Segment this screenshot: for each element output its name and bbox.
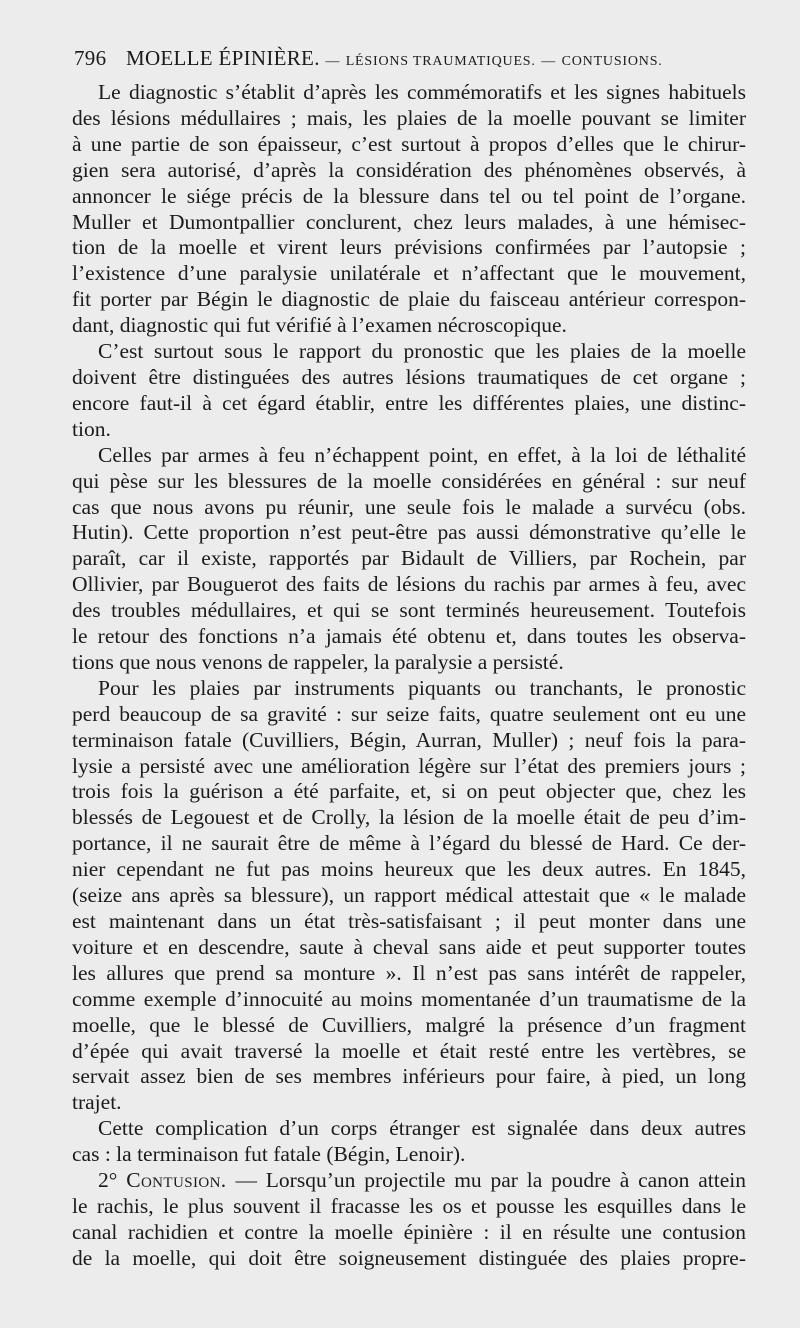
- text-line: doivent être distinguées des autres lésions traumatiques de cet organe ;: [72, 364, 746, 389]
- text-line: paraît, car il existe, rapportés par Bidault de Villiers, par Rochein, par: [72, 546, 746, 571]
- page-number: 796: [74, 46, 107, 70]
- text-line: trois fois la guérison a été parfaite, et, si on peut objecter que, chez les: [72, 779, 746, 804]
- header-section: LÉSIONS TRAUMATIQUES.: [345, 54, 536, 69]
- text-line: qui pèse sur les blessures de la moelle considérées en général : sur neuf: [72, 468, 746, 493]
- contusion-paragraph: [72, 1168, 746, 1272]
- body-text: [72, 80, 746, 1272]
- text-line: fit porter par Bégin le diagnostic de plaie du faisceau antérieur correspon-: [72, 287, 746, 312]
- text-line: lysie a persisté avec une amélioration légère sur l’état des premiers jours ;: [72, 753, 746, 778]
- header-sep-2: —: [541, 54, 557, 69]
- text-line: le retour des fonctions n’a jamais été obtenu et, dans toutes les observa-: [72, 624, 746, 649]
- text-line: est maintenant dans un état très-satisfaisant ; il peut monter dans une: [72, 909, 746, 933]
- text-line: tions que nous venons de rappeler, la paralysie a persisté.: [72, 649, 564, 674]
- text-line: cas que nous avons pu réunir, une seule fois le malade a survécu (obs.: [72, 494, 746, 519]
- text-line: de la moelle, qui doit être soigneusement distinguée des plaies propre-: [72, 1245, 746, 1270]
- section-heading: Contusion.: [126, 1168, 227, 1193]
- text-line: annoncer le siége précis de la blessure dans tel ou tel point de l’organe.: [72, 183, 746, 208]
- text-line: [72, 1168, 746, 1194]
- text-line: tion.: [72, 416, 111, 441]
- heading-line-text: Lorsqu’un projectile mu par la poudre à canon attein: [265, 1168, 747, 1193]
- section-number: 2°: [98, 1168, 118, 1193]
- text-line: Cette complication d’un corps étranger est signalée dans deux autres: [98, 1116, 746, 1141]
- text-line: d’épée qui avait traversé la moelle et était resté entre les vertèbres, se: [72, 1038, 746, 1063]
- text-line: C’est surtout sous le rapport du pronostic que les plaies de la moelle: [98, 339, 746, 364]
- text-line: trajet.: [72, 1090, 122, 1115]
- paragraph: [72, 339, 746, 443]
- header-sep-1: —: [325, 54, 341, 69]
- text-line: tion de la moelle et virent leurs prévisions confirmées par l’autopsie ;: [72, 235, 746, 260]
- text-line: gien sera autorisé, d’après la considération des phénomènes observés, à: [72, 157, 746, 182]
- text-line: portance, il ne saurait être de même à l’égard du blessé de Hard. Ce der-: [72, 831, 746, 856]
- text-line: Le diagnostic s’établit d’après les commémoratifs et les signes habituels: [98, 80, 746, 104]
- text-line: comme exemple d’innocuité au moins momentanée d’un traumatisme de la: [72, 986, 746, 1011]
- text-line: voiture et en descendre, saute à cheval sans aide et peut supporter toutes: [72, 934, 746, 959]
- text-line: Pour les plaies par instruments piquants ou tranchants, le pronostic: [98, 675, 746, 700]
- text-line: Hutin). Cette proportion n’est peut-être pas aussi démonstrative qu’elle le: [72, 520, 746, 545]
- text-line: nier cependant ne fut pas moins heureux que les deux autres. En 1845,: [72, 857, 746, 882]
- header-subsection: CONTUSIONS.: [561, 54, 663, 69]
- text-line: encore faut-il à cet égard établir, entre les différentes plaies, une distinc-: [72, 390, 746, 415]
- text-line: des troubles médullaires, et qui se sont terminés heureusement. Toutefois: [72, 598, 746, 623]
- text-line: dant, diagnostic qui fut vérifié à l’examen nécroscopique.: [72, 313, 567, 338]
- text-line: (seize ans après sa blessure), un rapport médical attestait que « le malade: [72, 883, 746, 908]
- text-line: moelle, que le blessé de Cuvilliers, malgré la présence d’un fragment: [72, 1012, 746, 1037]
- text-line: l’existence d’une paralysie unilatérale et n’affectant que le mouvement,: [72, 261, 746, 286]
- paragraph: [72, 676, 746, 1116]
- paragraph: [72, 443, 746, 676]
- text-line: blessés de Legouest et de Crolly, la lésion de la moelle était de peu d’im-: [72, 805, 746, 830]
- heading-dash: —: [235, 1168, 257, 1193]
- text-line: le rachis, le plus souvent il fracasse les os et pousse les esquilles dans le: [72, 1193, 746, 1218]
- text-line: canal rachidien et contre la moelle épinière : il en résulte une contusion: [72, 1219, 746, 1244]
- running-header: [74, 46, 714, 71]
- text-line: des lésions médullaires ; mais, les plaies de la moelle pouvant se limiter: [72, 105, 746, 130]
- text-line: perd beaucoup de sa gravité : sur seize faits, quatre seulement ont eu une: [72, 701, 746, 726]
- paragraph: [72, 80, 746, 339]
- text-line: à une partie de son épaisseur, c’est surtout à propos d’elles que le chirur-: [72, 131, 746, 156]
- text-line: Muller et Dumontpallier conclurent, chez leurs malades, à une hémisec-: [72, 209, 746, 234]
- text-line: Celles par armes à feu n’échappent point, en effet, à la loi de léthalité: [98, 442, 746, 467]
- text-line: Ollivier, par Bouguerot des faits de lésions du rachis par armes à feu, avec: [72, 572, 746, 597]
- text-line: servait assez bien de ses membres inférieurs pour faire, à pied, un long: [72, 1064, 746, 1089]
- text-line: terminaison fatale (Cuvilliers, Bégin, Aurran, Muller) ; neuf fois la para-: [72, 727, 746, 752]
- text-line: cas : la terminaison fut fatale (Bégin, Lenoir).: [72, 1142, 466, 1167]
- paragraph: [72, 1116, 746, 1168]
- header-title: MOELLE ÉPINIÈRE.: [125, 46, 320, 70]
- text-line: les allures que prend sa monture ». Il n’est pas sans intérêt de rappeler,: [72, 960, 746, 985]
